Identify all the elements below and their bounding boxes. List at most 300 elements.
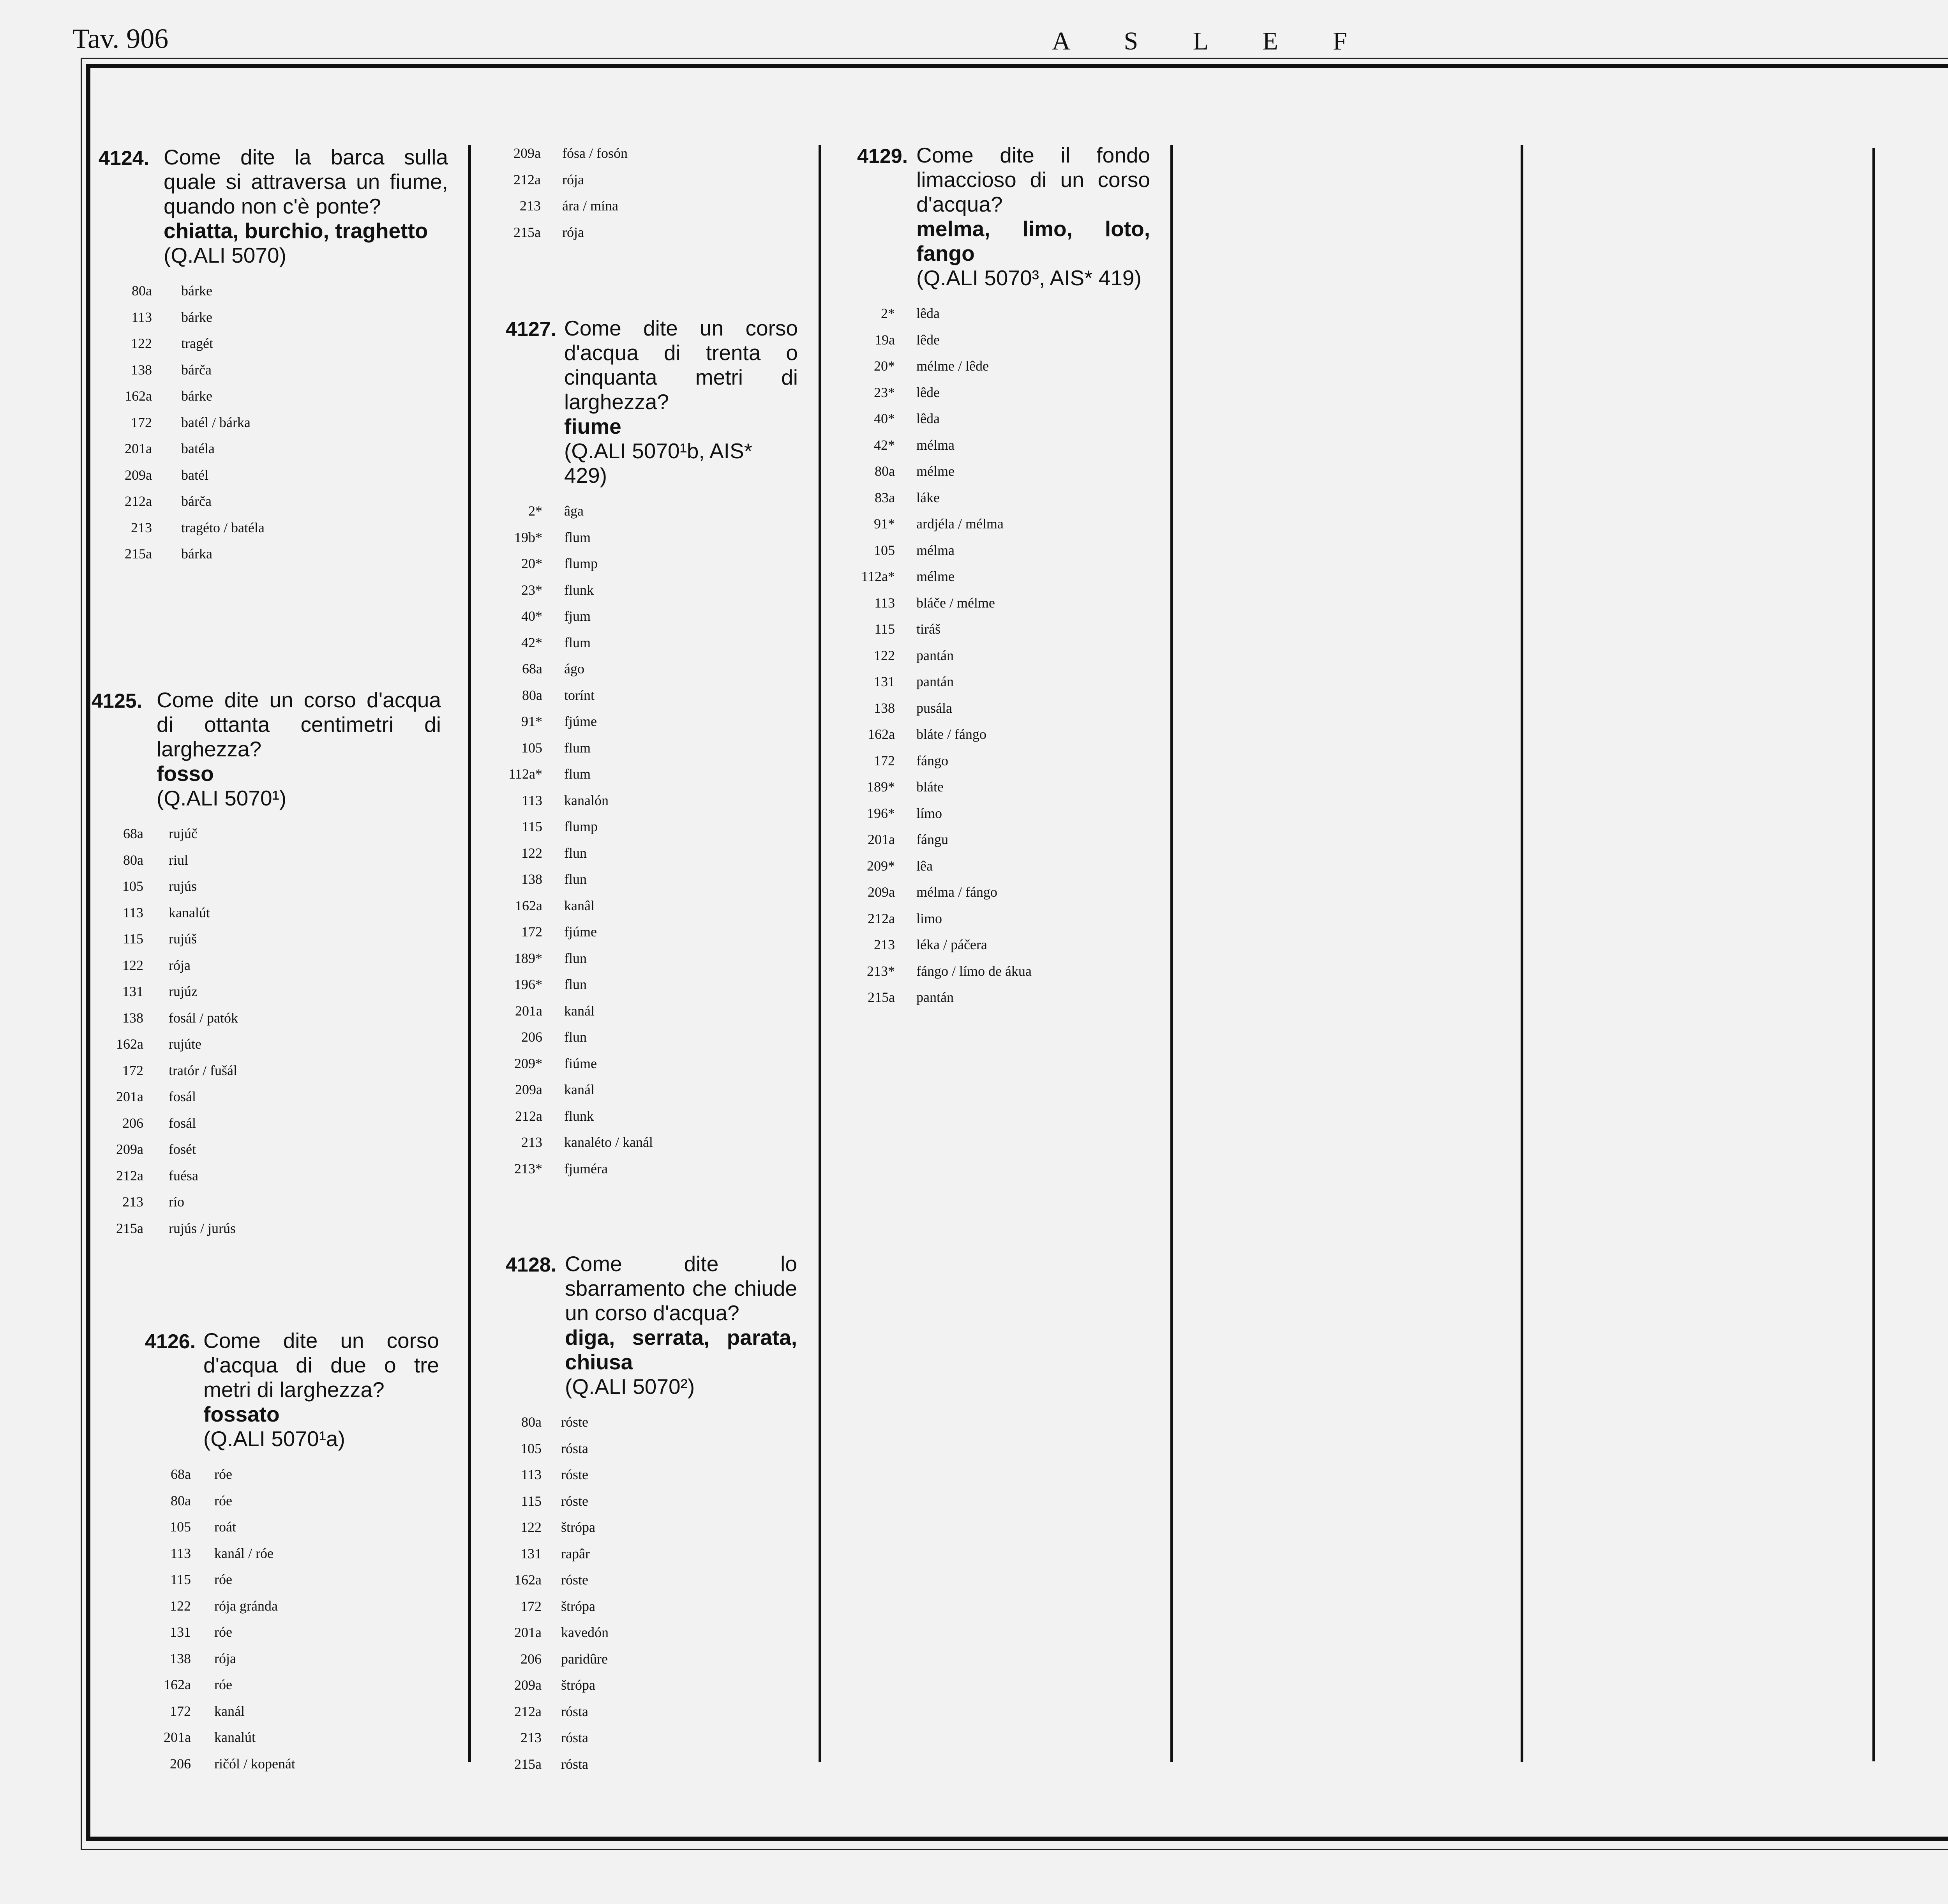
entry-row <box>849 853 1150 880</box>
dialect-form: fjúme <box>564 924 597 940</box>
survey-point-code: 80a <box>171 1492 191 1508</box>
question-text-block <box>99 145 448 268</box>
question-number: 4128. <box>506 1254 557 1276</box>
question-number: 4127. <box>506 318 557 341</box>
question-answer: fiume <box>564 414 621 438</box>
entry-row <box>101 1058 441 1084</box>
survey-point-code: 189* <box>867 779 895 795</box>
question-reference: (Q.ALI 5070³, AIS* 419) <box>916 266 1142 290</box>
question-text-block <box>145 1328 439 1451</box>
survey-point-code: 138 <box>122 1010 143 1026</box>
survey-point-code: 172 <box>521 924 542 940</box>
column-rule <box>468 145 471 1762</box>
entry-row <box>849 458 1150 485</box>
entry-row <box>101 1110 441 1137</box>
survey-point-code: 215a <box>868 989 895 1005</box>
survey-point-code: 122 <box>170 1598 191 1614</box>
survey-point-code: 172 <box>170 1703 191 1719</box>
dialect-form: bláte <box>916 779 944 795</box>
question-reference: (Q.ALI 5070²) <box>565 1374 695 1399</box>
entry-row <box>105 436 448 462</box>
dialect-form: mélma <box>916 437 955 453</box>
survey-point-code: 122 <box>521 1519 542 1535</box>
entry-row <box>105 357 448 383</box>
entry-row <box>101 1215 441 1242</box>
survey-point-code: 209a <box>116 1141 143 1157</box>
survey-point-code: 80a <box>123 852 143 868</box>
dialect-form: rósta <box>561 1756 588 1772</box>
entry-row <box>499 866 798 893</box>
entry-list <box>149 1461 439 1777</box>
entry-list <box>849 300 1150 1011</box>
dialect-form: kanalút <box>169 904 210 920</box>
survey-point-code: 209* <box>514 1055 542 1071</box>
survey-point-code: 113 <box>522 792 542 808</box>
survey-point-code: 201a <box>868 832 895 847</box>
question-answer: diga, serrata, parata, chiusa <box>565 1325 797 1374</box>
survey-point-code: 212a <box>514 1703 542 1719</box>
question-number: 4124. <box>99 147 150 170</box>
entry-row <box>849 879 1150 906</box>
survey-point-code: 105 <box>521 1440 542 1456</box>
dialect-form: bárke <box>181 283 212 298</box>
survey-point-code: 201a <box>116 1089 143 1104</box>
entry-row <box>849 616 1150 643</box>
question-text: Come dite lo sbarramento che chiude un corso d'acqua? <box>565 1252 797 1325</box>
dialect-form: kanalút <box>214 1729 256 1745</box>
survey-point-code: 213 <box>521 1134 542 1150</box>
survey-point-code: 122 <box>874 647 895 663</box>
survey-point-code: 105 <box>170 1519 191 1535</box>
entry-row <box>498 1541 797 1567</box>
entry-row <box>849 932 1150 958</box>
question-block <box>92 688 441 1242</box>
entry-row <box>499 193 655 219</box>
dialect-form: pantán <box>916 647 954 663</box>
entry-row <box>498 1672 797 1699</box>
dialect-form: flun <box>564 845 587 861</box>
dialect-form: flun <box>564 950 587 966</box>
entry-row <box>499 761 798 788</box>
entry-row <box>101 873 441 900</box>
survey-point-code: 131 <box>874 674 895 689</box>
dialect-form: fángo <box>916 752 948 768</box>
dialect-form: fósa / fosón <box>562 145 628 161</box>
survey-point-code: 172 <box>874 752 895 768</box>
entry-row <box>149 1461 439 1488</box>
entry-row <box>499 1077 798 1103</box>
dialect-form: štrópa <box>561 1677 595 1693</box>
survey-point-code: 138 <box>170 1650 191 1666</box>
survey-point-code: 91* <box>874 516 895 532</box>
dialect-form: tratór / fušál <box>169 1062 237 1078</box>
entry-row <box>849 380 1150 406</box>
survey-point-code: 40* <box>874 411 895 426</box>
entry-row <box>849 485 1150 511</box>
dialect-form: bárke <box>181 388 212 404</box>
survey-point-code: 83a <box>875 489 895 505</box>
dialect-form: mélma / fángo <box>916 884 997 900</box>
dialect-form: rujúte <box>169 1036 201 1052</box>
dialect-form: flunk <box>564 582 594 598</box>
dialect-form: tiráš <box>916 621 940 637</box>
survey-point-code: 162a <box>515 897 542 913</box>
survey-point-code: 213 <box>874 937 895 952</box>
entry-row <box>101 847 441 874</box>
dialect-form: fjuméra <box>564 1160 608 1176</box>
dialect-form: flum <box>564 766 591 782</box>
survey-point-code: 20* <box>874 358 895 374</box>
entry-row <box>849 511 1150 537</box>
entry-row <box>149 1672 439 1698</box>
survey-point-code: 23* <box>521 582 542 598</box>
dialect-form: riul <box>169 852 188 868</box>
entry-row <box>101 821 441 847</box>
survey-point-code: 189* <box>514 950 542 966</box>
entry-row <box>101 926 441 952</box>
survey-point-code: 162a <box>514 1572 542 1588</box>
survey-point-code: 212a <box>116 1167 143 1183</box>
dialect-form: léka / páčera <box>916 937 987 952</box>
survey-point-code: 105 <box>521 740 542 756</box>
question-text: Come dite un corso d'acqua di ottanta centimetri di larghezza? <box>157 688 441 761</box>
question-block <box>99 145 448 567</box>
survey-point-code: 213* <box>514 1160 542 1176</box>
entry-row <box>101 1136 441 1163</box>
entry-row <box>849 563 1150 590</box>
entry-list <box>498 1409 797 1777</box>
survey-point-code: 19b* <box>514 529 542 545</box>
survey-point-code: 213* <box>867 963 895 979</box>
survey-point-code: 138 <box>874 700 895 716</box>
entry-row <box>849 537 1150 564</box>
dialect-form: fosál <box>169 1089 196 1104</box>
entry-row <box>499 945 798 972</box>
entry-row <box>498 1488 797 1515</box>
entry-row <box>849 669 1150 695</box>
dialect-form: róste <box>561 1572 588 1588</box>
survey-point-code: 115 <box>170 1572 191 1587</box>
survey-point-code: 19a <box>875 332 895 348</box>
entry-row <box>849 353 1150 380</box>
dialect-form: róste <box>561 1414 588 1430</box>
survey-point-code: 215a <box>116 1220 143 1236</box>
survey-point-code: 138 <box>521 871 542 887</box>
entry-row <box>105 515 448 541</box>
survey-point-code: 213 <box>520 198 541 214</box>
survey-point-code: 80a <box>522 687 542 703</box>
survey-point-code: 201a <box>125 441 152 456</box>
dialect-form: róe <box>214 1677 232 1692</box>
dialect-form: rujúš <box>169 931 197 947</box>
entry-row <box>499 682 798 709</box>
entry-row <box>498 1409 797 1436</box>
question-answer: fosso <box>157 761 214 786</box>
dialect-form: flum <box>564 634 591 650</box>
dialect-form: fosét <box>169 1141 196 1157</box>
dialect-form: fuésa <box>169 1167 198 1183</box>
dialect-form: láke <box>916 489 940 505</box>
dialect-form: rujús / jurús <box>169 1220 236 1236</box>
entry-row <box>499 630 798 656</box>
dialect-form: flun <box>564 871 587 887</box>
dialect-form: torínt <box>564 687 595 703</box>
entry-row <box>149 1619 439 1646</box>
question-block <box>506 316 798 1182</box>
survey-point-code: 122 <box>131 336 152 351</box>
dialect-form: kanál <box>564 1082 595 1097</box>
entry-row <box>499 1156 798 1182</box>
survey-point-code: 2* <box>528 503 542 519</box>
question-number: 4129. <box>857 145 908 168</box>
question-text-block <box>92 688 441 811</box>
entry-row <box>498 1620 797 1646</box>
survey-point-code: 105 <box>874 542 895 558</box>
dialect-form: tragét <box>181 336 213 351</box>
entry-row <box>499 1051 798 1077</box>
survey-point-code: 113 <box>131 309 152 325</box>
survey-point-code: 112a* <box>861 569 895 584</box>
entry-row <box>849 590 1150 616</box>
entry-row <box>101 900 441 926</box>
entry-row <box>498 1462 797 1488</box>
survey-point-code: 212a <box>125 493 152 509</box>
entry-row <box>498 1593 797 1620</box>
entry-row <box>499 998 798 1024</box>
survey-point-code: 209a <box>868 884 895 900</box>
entry-row <box>499 1129 798 1156</box>
dialect-form: róste <box>561 1467 588 1482</box>
survey-point-code: 105 <box>122 878 143 894</box>
survey-point-code: 206 <box>170 1756 191 1772</box>
dialect-form: roát <box>214 1519 236 1535</box>
entry-row <box>498 1725 797 1751</box>
entry-row <box>499 788 798 814</box>
survey-point-code: 80a <box>875 463 895 479</box>
dialect-form: flun <box>564 1029 587 1045</box>
survey-point-code: 40* <box>521 608 542 624</box>
question-reference: (Q.ALI 5070¹b, AIS* 429) <box>564 439 753 487</box>
survey-point-code: 122 <box>122 957 143 973</box>
entry-row <box>499 971 798 998</box>
survey-point-code: 131 <box>170 1624 191 1640</box>
dialect-form: mélme <box>916 569 955 584</box>
dialect-form: fjum <box>564 608 591 624</box>
dialect-form: rója gránda <box>214 1598 278 1614</box>
survey-point-code: 213 <box>122 1194 143 1210</box>
entry-row <box>849 643 1150 669</box>
question-number: 4125. <box>92 690 143 712</box>
survey-point-code: 131 <box>122 984 143 999</box>
entry-row <box>499 708 798 735</box>
dialect-form: fiúme <box>564 1055 597 1071</box>
dialect-form: flump <box>564 556 598 571</box>
survey-point-code: 196* <box>514 977 542 992</box>
entry-row <box>849 800 1150 827</box>
entry-row <box>105 462 448 489</box>
dialect-form: kanâl <box>564 897 595 913</box>
survey-point-code: 212a <box>868 910 895 926</box>
survey-point-code: 162a <box>125 388 152 404</box>
dialect-form: kanalón <box>564 792 609 808</box>
dialect-form: batél / bárka <box>181 414 251 430</box>
entry-row <box>149 1540 439 1567</box>
dialect-form: límo <box>916 805 942 821</box>
survey-point-code: 2* <box>881 306 895 321</box>
dialect-form: rósta <box>561 1730 588 1745</box>
entry-row <box>499 498 798 525</box>
entry-row <box>149 1698 439 1725</box>
entry-row <box>498 1699 797 1725</box>
dialect-form: pantán <box>916 989 954 1005</box>
dialect-form: rujúz <box>169 984 198 999</box>
question-block <box>145 1328 439 1777</box>
entry-row <box>149 1514 439 1540</box>
survey-point-code: 138 <box>131 362 152 378</box>
dialect-form: ágo <box>564 661 584 676</box>
survey-point-code: 162a <box>116 1036 143 1052</box>
column-rule <box>819 145 821 1762</box>
survey-point-code: 68a <box>171 1466 191 1482</box>
dialect-form: kavedón <box>561 1625 609 1640</box>
dialect-form: ára / mína <box>562 198 618 214</box>
survey-point-code: 206 <box>521 1029 542 1045</box>
dialect-form: lêde <box>916 332 940 348</box>
entry-row <box>101 952 441 979</box>
dialect-form: flum <box>564 740 591 756</box>
survey-point-code: 206 <box>521 1651 542 1667</box>
dialect-form: lêa <box>916 858 933 874</box>
entry-row <box>105 330 448 357</box>
entry-row <box>499 1103 798 1130</box>
dialect-form: fosál <box>169 1115 196 1131</box>
entry-row <box>849 827 1150 853</box>
survey-point-code: 172 <box>521 1598 542 1614</box>
entry-row <box>101 1189 441 1215</box>
survey-point-code: 115 <box>123 931 143 947</box>
dialect-form: štrópa <box>561 1519 595 1535</box>
question-text: Come dite un corso d'acqua di trenta o cinquanta metri di larghezza? <box>564 316 798 414</box>
entry-list <box>499 498 798 1182</box>
entry-row <box>101 1084 441 1110</box>
dialect-form: róste <box>561 1493 588 1509</box>
dialect-form: róe <box>214 1624 232 1640</box>
entry-row <box>499 603 798 630</box>
question-reference: (Q.ALI 5070¹) <box>157 786 287 810</box>
dialect-form: rósta <box>561 1440 588 1456</box>
dialect-form: róe <box>214 1492 232 1508</box>
question-block <box>506 1252 797 1777</box>
dialect-form: rujús <box>169 878 197 894</box>
dialect-form: fjúme <box>564 714 597 729</box>
survey-point-code: 196* <box>867 805 895 821</box>
entry-row <box>498 1646 797 1673</box>
dialect-form: pantán <box>916 674 954 689</box>
survey-point-code: 42* <box>521 634 542 650</box>
column-rule <box>1170 145 1173 1762</box>
entry-row <box>849 300 1150 327</box>
question-answer: fossato <box>203 1402 280 1426</box>
entry-row <box>849 327 1150 353</box>
survey-point-code: 209a <box>125 467 152 483</box>
survey-point-code: 115 <box>521 1493 542 1509</box>
dialect-form: lêda <box>916 411 940 426</box>
survey-point-code: 209a <box>515 1082 542 1097</box>
dialect-form: štrópa <box>561 1598 595 1614</box>
entry-row <box>849 432 1150 459</box>
survey-point-code: 162a <box>868 726 895 742</box>
survey-point-code: 213 <box>131 519 152 535</box>
dialect-form: róe <box>214 1466 232 1482</box>
survey-point-code: 215a <box>125 546 152 562</box>
entry-row <box>499 919 798 945</box>
dialect-form: mélme <box>916 463 955 479</box>
survey-point-code: 172 <box>122 1062 143 1078</box>
survey-point-code: 68a <box>123 826 143 841</box>
dialect-form: flump <box>564 819 598 834</box>
entry-row <box>499 219 655 246</box>
dialect-form: fángu <box>916 832 948 847</box>
dialect-form: flum <box>564 529 591 545</box>
survey-point-code: 80a <box>132 283 152 298</box>
survey-point-code: 131 <box>521 1545 542 1561</box>
entry-row <box>105 541 448 567</box>
entry-row <box>499 840 798 867</box>
survey-point-code: 68a <box>522 661 542 676</box>
dialect-form: rósta <box>561 1703 588 1719</box>
dialect-form: lêde <box>916 384 940 400</box>
entry-row <box>498 1751 797 1778</box>
survey-point-code: 209a <box>514 1677 542 1693</box>
survey-point-code: 213 <box>521 1730 542 1745</box>
entry-row <box>499 525 798 551</box>
dialect-form: rujúč <box>169 826 198 841</box>
survey-point-code: 215a <box>514 1756 542 1772</box>
entry-row <box>101 1005 441 1031</box>
dialect-form: bárča <box>181 493 212 509</box>
survey-point-code: 23* <box>874 384 895 400</box>
survey-point-code: 113 <box>123 904 143 920</box>
entry-row <box>499 814 798 840</box>
entry-row <box>849 906 1150 932</box>
dialect-form: rója <box>562 224 584 240</box>
entry-row <box>499 140 655 167</box>
entry-row <box>498 1514 797 1541</box>
dialect-form: ardjéla / mélma <box>916 516 1004 532</box>
entry-row <box>149 1488 439 1514</box>
entry-row <box>498 1436 797 1462</box>
question-text: Come dite il fondo limaccioso di un corso d'acqua? <box>916 143 1150 216</box>
question-text-block <box>506 316 798 488</box>
dialect-form: bláče / mélme <box>916 595 995 611</box>
entry-row <box>499 167 655 193</box>
dialect-form: rapâr <box>561 1545 590 1561</box>
dialect-form: kanál <box>564 1003 595 1019</box>
dialect-form: mélma <box>916 542 955 558</box>
question-block <box>857 143 1150 1011</box>
survey-point-code: 209a <box>513 145 541 161</box>
entry-row <box>849 774 1150 800</box>
survey-point-code: 113 <box>874 595 895 611</box>
plate-number: Tav. 906 <box>72 23 169 54</box>
entry-list <box>101 821 441 1242</box>
survey-point-code: 112a* <box>508 766 542 782</box>
question-reference: (Q.ALI 5070¹a) <box>203 1427 345 1451</box>
dialect-form: bárke <box>181 309 212 325</box>
survey-point-code: 113 <box>170 1545 191 1561</box>
entry-row <box>849 748 1150 774</box>
dialect-form: flun <box>564 977 587 992</box>
